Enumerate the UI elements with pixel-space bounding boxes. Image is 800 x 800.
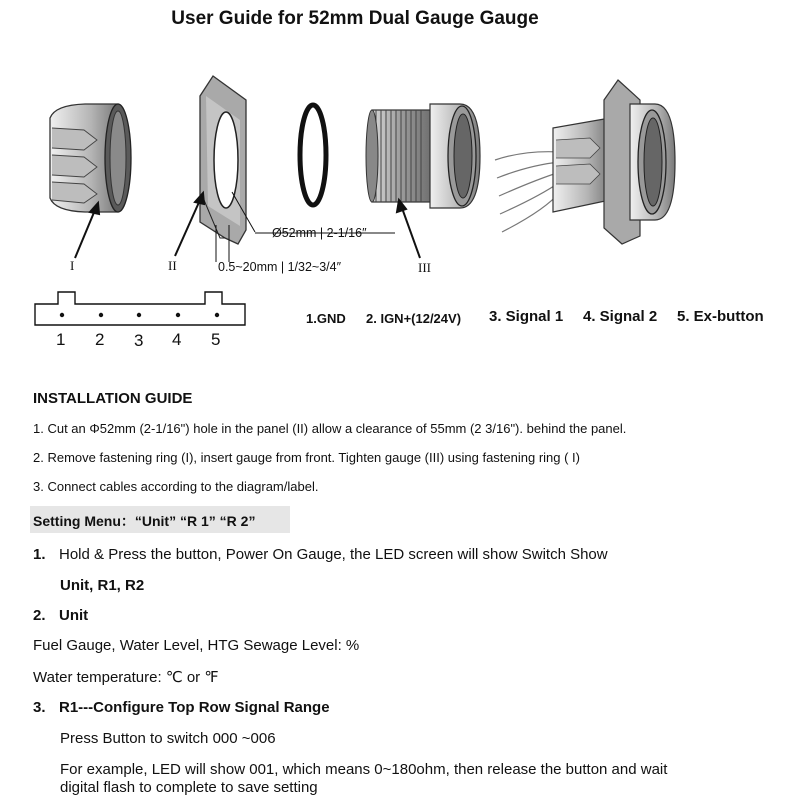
part-label-i: I [70,258,75,273]
menu-item-text: Unit [59,607,89,624]
installation-step: 2. Remove fastening ring (I), insert gauge from front. Tighten gauge (III) using fastening ring ( I) [33,450,580,465]
connector-number: 5 [211,330,221,349]
gauge-body-illustration [366,104,480,208]
installation-heading: INSTALLATION GUIDE [33,390,193,407]
menu-item-text: Hold & Press the button, Power On Gauge, the LED screen will show Switch Show [59,546,608,563]
menu-item-3 [33,699,330,716]
fastening-ring-illustration [50,104,131,212]
installation-step: 1. Cut an Φ52mm (2-1/16") hole in the panel (II) allow a clearance of 55mm (2 3/16"). behind the panel. [33,421,627,436]
menu-item-number: 2. [33,607,46,624]
connector-number: 1 [56,330,66,349]
assembled-gauge-illustration [495,80,675,244]
installation-step: 3. Connect cables according to the diagram/label. [33,479,319,494]
menu-item-number: 1. [33,546,46,563]
menu-item-1 [33,546,608,563]
pin-label-signal1: 3. Signal 1 [489,308,564,325]
menu-item-1-sub: Unit, R1, R2 [60,577,145,594]
unit-line: Water temperature: ℃ or ℉ [33,669,219,686]
pin-label-ex-button: 5. Ex-button [677,308,764,325]
part-label-ii: II [168,258,177,273]
connector-illustration [35,292,245,325]
part-label-iii: III [418,260,431,275]
pin-label-gnd: 1.GND [306,311,346,326]
menu-item-text: R1---Configure Top Row Signal Range [59,699,330,716]
callout-arrows [75,192,420,258]
menu-item-number: 3. [33,699,46,716]
setting-menu-heading: Setting Menu：“Unit” “R 1” “R 2” [33,513,256,529]
r1-line: digital flash to complete to save setting [60,779,318,796]
connector-number: 4 [172,330,182,349]
panel-illustration [200,76,246,244]
o-ring-illustration [300,105,326,205]
connector-number: 2 [95,330,105,349]
r1-line: For example, LED will show 001, which means 0~180ohm, then release the button and wait [60,761,668,778]
panel-thickness-label: 0.5~20mm | 1/32~3/4″ [218,260,342,274]
page-title: User Guide for 52mm Dual Gauge Gauge [171,8,539,29]
hole-dimension-label: Ø52mm | 2-1/16″ [272,226,367,240]
unit-line: Fuel Gauge, Water Level, HTG Sewage Level: % [33,637,360,654]
connector-number: 3 [134,331,144,350]
pin-label-signal2: 4. Signal 2 [583,308,658,325]
r1-line: Press Button to switch 000 ~006 [60,730,276,747]
pin-label-ign: 2. IGN+(12/24V) [366,311,462,326]
menu-item-2 [33,607,88,624]
